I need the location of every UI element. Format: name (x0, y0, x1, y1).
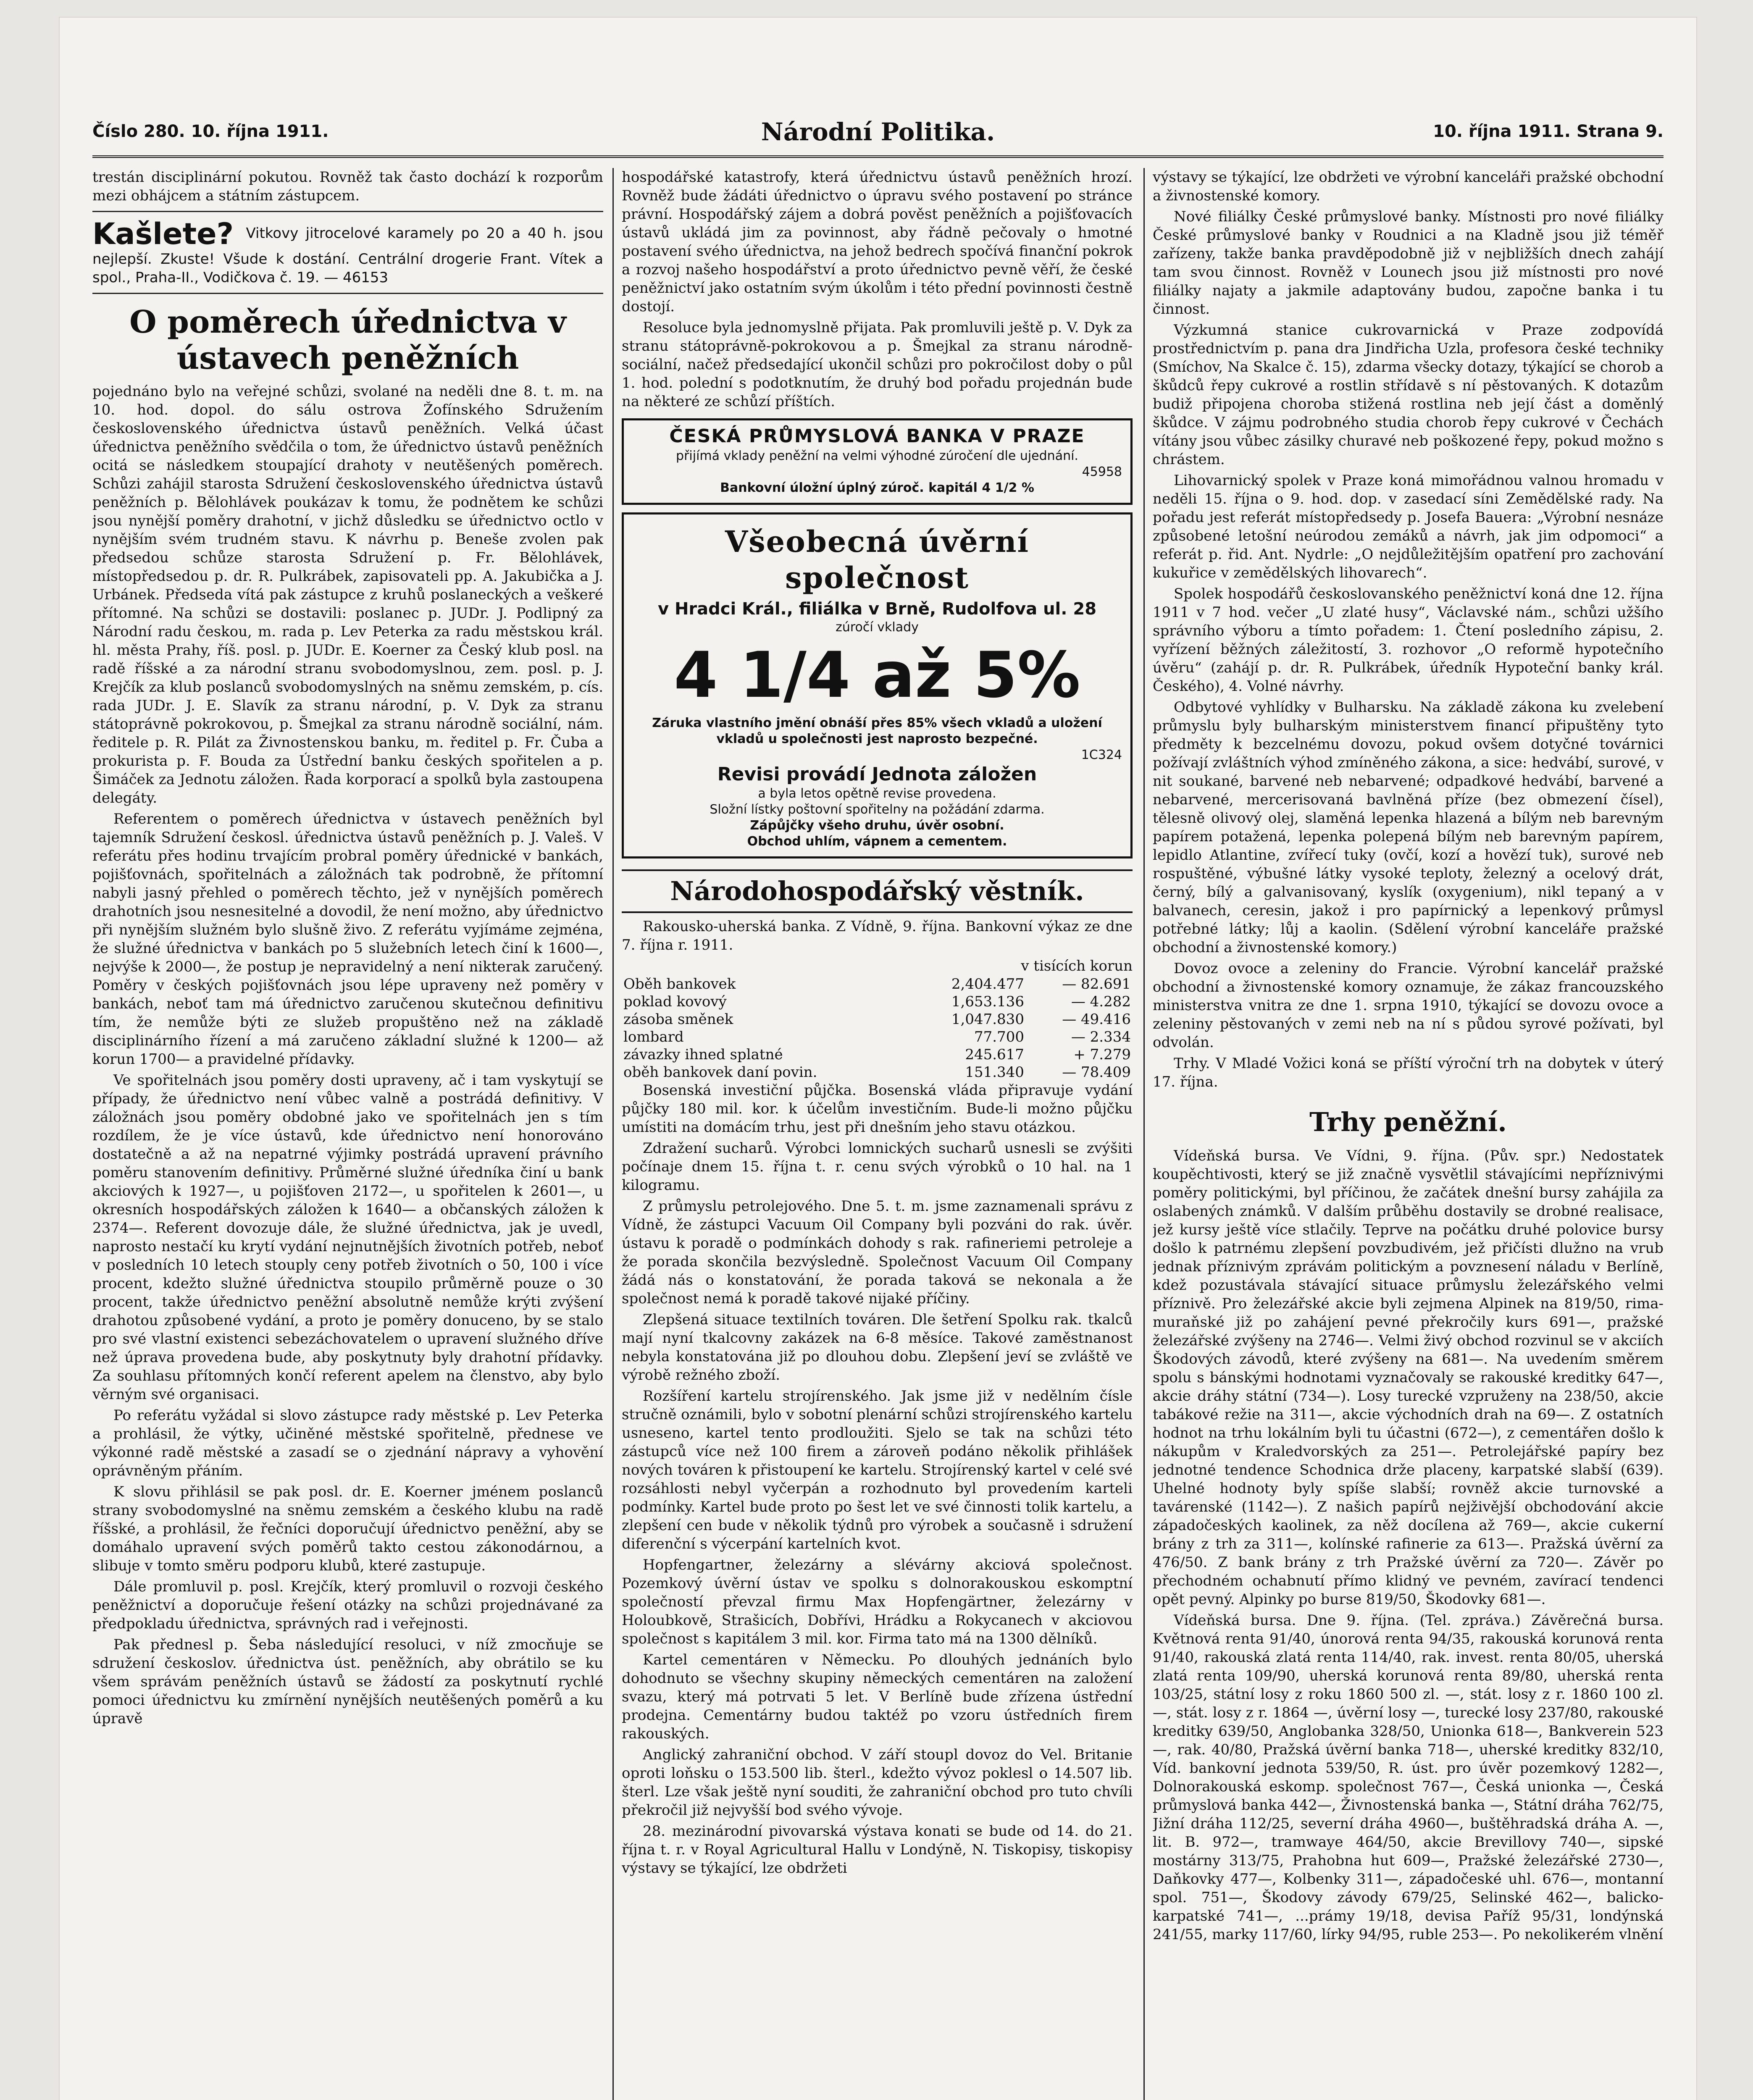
ad-line: Zápůjčky všeho druhu, úvěr osobní. (750, 818, 1004, 833)
paragraph: hospodářské katastrofy, která úřednictvu ústavů peněžních hrozí. Rovněž bude žádáti úřednictvo o úpravu svého postavení po stránce právní. Hospodářský zájem a dobrá pověst peněžních a pojišťovacích ústavů ukládá jim za povinnost, aby řádně pečovaly o hmotné postavení svého úřednictva, na jehož bedrech spočívá finanční pokrok a rozvoj našeho hospodářství a proto úřednictvo pevně věří, že české peněžnictví jako ostatním svým úkolům i této přední povinnosti čestně dostojí. (622, 169, 1133, 315)
row-change: — 78.409 (1062, 1064, 1131, 1081)
column-2 (622, 168, 1133, 2100)
paragraph: Referentem o poměrech úřednictva v ústavech peněžních byl tajemník Sdružení českosl. úřednictva ústavů peněžních p. J. Valeš. V referátu přes hodinu trvajícím probral poměry úřednické v bankách, pojišťovnách, spořitelnách a záložnách tak podrobně, že přítomní nabyli jasný přehled o poměrech těchto, jež v nynějších poměrech drahotních jsou nesnesitelné a dovodil, že není možno, aby úřednictvo při nynějším služném bylo slušně živo. Z referátu vyjímáme zejména, že služné úřednictva v bankách po 5 služebních letech činí k 1600—, nejvýše k 2000—, že postup je nepravidelný a není nikterak zaručený. Poměry v českých pojišťovnách jsou lépe upraveny než poměry v bankách, neboť tam má úřednictvo zaručenou skutečnou definitivu tím, že nemůže býti ze služeb propuštěno než na základě disciplinárního řízení a má zaručeno základní služné k 1200— až korun 1700— a pravidelné přídavky. (92, 811, 603, 1068)
paragraph: Rozšíření kartelu strojírenského. Jak jsme již v nedělním čísle stručně oznámili, bylo v sobotní plenární schůzi strojírenského kartelu usneseno, kartel tento prodloužiti. Sjelo se tak na schůzi této zástupců více než 100 firem a zároveň podáno několik přihlášek nových továren k přistoupení ke kartelu. Strojírenský kartel v celé své rozsáhlosti nebyl vyčerpán a rozhodnuto byl provedením karteli podmínky. Kartel bude proto po šest let ve své činnosti tolik kartelu, a zlepšení cen bude v několik týdnů pro výrobek a současně i sdružení diferenční s výcerpání kartelních kvot. (622, 1388, 1133, 1552)
paragraph: K slovu přihlásil se pak posl. dr. E. Koerner jménem poslanců strany svobodomyslné na sněmu zemském a českého klubu na radě říšské, a prohlásil, že řečníci doporučují úřednictvo peněžní, aby se domáhalo upravení svých poměrů takto cestou zákonodárnou, a slibuje v tomto směru podporu klubů, které zastupuje. (92, 1483, 603, 1574)
table-row (622, 1063, 1133, 1081)
column-rule (1143, 168, 1145, 2100)
paragraph: Pak přednesl p. Šeba následující resoluci, v níž zmocňuje se sdružení českoslov. úřednictva úst. peněžních, aby obrátilo se ku všem správám peněžních ústavů se žádostí za poskytnutí rychlé pomoci úřednictvu ku zmírnění nynějších neutěšených poměrů a ku úpravě (92, 1636, 603, 1727)
paragraph: Dále promluvil p. posl. Krejčík, který promluvil o rozvoji českého peněžnictví a doporučuje řešení otázky na schůzi projednávané za předpokladu úřednictva, správných rad i veřejnosti. (92, 1578, 603, 1632)
article-title: O poměrech úřednictva v ústavech peněžních (129, 304, 566, 376)
paragraph: Po referátu vyžádal si slovo zástupce rady městské p. Lev Peterka a prohlásil, že výtky, učiněné městské spořitelně, přednese ve výkonné radě městské a zasadí se o zjednání nápravy a vyhovění oprávněným přáním. (92, 1407, 603, 1479)
paragraph: Resoluce byla jednomyslně přijata. Pak promluvili ještě p. V. Dyk za stranu státoprávně-pokrokovou a p. Šmejkal za stranu národně-sociální, načež předsedající ukončil schůzi pro pokročilost doby o půl 1. hod. polední s podotknutím, že druhý bod pořadu projednán bude na některé ze schůzí příštích. (622, 319, 1133, 410)
paragraph: Odbytové vyhlídky v Bulharsku. Na základě zákona ku zvelebení průmyslu byly bulharským ministerstvem financí připuštěny tyto předměty k bezcelnému dovozu, pokud ovšem dotyčné továrnici požívají zvláštních výhod zmíněného zákona, a sice: hedvábí, surové, v nit soukané, barvené neb nebarvené; odpadkové hedvábí, barvené a nebarvené, mercerisovaná bavlněná příze (bez obmezení čísel), tělesně olivový olej, slaměná lepenka hlazená a bílým neb barevným papírem potažená, lepenka polepená bílým neb barevným papírem, lepidlo Atlantine, zvířecí tuky (ovčí, kozí a hovězí tuk), surové neb rospuštěné, výbušné látky vysoké teploty, železný a ocelový drát, černý, bílý a galvanisovaný, kyslík (oxygenium), nikl tepaný a v balvanech, ceresin, jakož i pro papírnický a lepenkový průmysl potřebné látky; lůj a kaolin. (Sdělení výrobní kanceláře pražské obchodní a živnostenské komory.) (1153, 699, 1664, 956)
row-value: 1,047.830 (951, 1011, 1024, 1028)
ad-title: Všeobecná úvěrní společnost (725, 524, 1030, 595)
ad-line: Složní lístky poštovní spořitelny na požádání zdarma. (710, 802, 1045, 817)
interest-rate: 4 1/4 až 5% (674, 639, 1080, 712)
issue-number: Číslo 280. 10. října 1911. (92, 122, 329, 141)
row-value: 151.340 (965, 1064, 1024, 1081)
paragraph: Zdražení sucharů. Výrobci lomnických sucharů usnesli se zvýšiti počínaje dnem 15. října t. r. cenu svých výrobků o 10 hal. na 1 kilogramu. (622, 1140, 1133, 1194)
row-change: — 49.416 (1062, 1011, 1131, 1028)
paragraph: Dovoz ovoce a zeleniny do Francie. Výrobní kancelář pražské obchodní a živnostenské komory oznamuje, že zákaz francouzského ministerstva vnitra ze dne 1. srpna 1910, týkající se dovozu ovoce a zeleniny pěstovaných v zemi neb na ní s půdou syrové požívati, byl odvolán. (1153, 960, 1664, 1051)
paragraph: Spolek hospodářů českoslovanského peněžnictví koná dne 12. října 1911 v 7 hod. večer „U zlaté husy“, Václavské nám., schůzi užšího správního výboru a tímto pořadem: 1. Čtení posledního zápisu, 2. vyřízení běžných záležitostí, 3. rozhovor „O reformě hypotečního úvěru“ (zahájí p. dr. R. Pulkrábek, úředník Hypoteční banky král. Českého), 4. Volné návrhy. (1153, 585, 1664, 695)
advertisement-credit-company (622, 512, 1133, 858)
bank-report-heading: Rakousko-uherská banka. Z Vídně, 9. října. Bankovní výkaz ze dne 7. října r. 1911. (622, 918, 1133, 953)
row-value: 77.700 (974, 1029, 1024, 1045)
ad-number: 1C324 (1081, 748, 1122, 762)
paragraph: výstavy se týkající, lze obdržeti ve výrobní kanceláři pražské obchodní a živnostenské komory. (1153, 169, 1664, 204)
row-change: — 82.691 (1062, 976, 1131, 992)
table-row (622, 975, 1133, 993)
paragraph: pojednáno bylo na veřejné schůzi, svolané na neděli dne 8. t. m. na 10. hod. dopol. do sálu ostrova Žofínského Sdružením československého úřednictva ústavů peněžních. Velká účast úřednictva peněžního svědčila o tom, že úřednictvo ústavů peněžních ocitá se následkem stoupající drahoty v neutěšených poměrech. Schůzi zahájil starosta Sdružení československého úřednictva ústavů peněžních p. Bělohlávek poukázav k tomu, že podnětem ke schůzi jsou nynější poměry drahotní, v jichž důsledku se úřednictvo octlo v nynějším svém trudném stavu. K návrhu p. Beneše zvolen pak předsedou schůze starosta Sdružení p. Fr. Bělohlávek, místopředsedou p. dr. R. Pulkrábek, zapisovateli pp. A. Jakubička a J. Urbánek. Předseda vítá pak zástupce z kruhů poslaneckých a veškeré přítomné. Na schůzi se dostavili: poslanec p. JUDr. J. Podlipný za Národní radu českou, m. rada p. Lev Peterka za radu městskou král. hl. města Prahy, říš. posl. p. JUDr. E. Koerner za Český klub posl. na radě říšské a za národní stranu svobodomyslnou, zem. posl. p. J. Krejčík za klub poslanců svobodomyslných na sněmu zemském, p. cís. rada JUDr. J. E. Slavík za stranu národní, p. V. Dyk za stranu státoprávně pokrokovou, p. Šmejkal za stranu národně sociální, nám. ředitele p. R. Pilát za Živnostenskou banku, m. ředitel p. Fr. Čuba a prokurista p. F. Bouda za Ústřední banku českých spořitelen a p. Šimáček za Jednotu záložen. Řada korporací a spolků byla zastoupena delegáty. (92, 383, 603, 806)
table-row (622, 1046, 1133, 1063)
paragraph: Výzkumná stanice cukrovarnická v Praze zodpovídá prostřednictvím p. pana dra Jindřicha Uzla, profesora české techniky (Smíchov, Na Skalce č. 15), zdarma všecky dotazy, týkající se chorob a škůdců řepy cukrové a rostlin střídavě s ní pěstovaných. K dotazům budiž připojena choroba stižená rostlina neb její část a doměnlý škůdce. V zájmu podrobného studia chorob řepy cukrové v Čechách vítány jsou vůbec zásilky churavé neb poškozené řepy, pokud možno s chrástem. (1153, 322, 1664, 468)
ad-line: Obchod uhlím, vápnem a cementem. (747, 834, 1007, 849)
row-label: zásoba směnek (623, 1011, 733, 1028)
ad-title: ČESKÁ PRŮMYSLOVÁ BANKA V PRAZE (669, 425, 1085, 447)
paragraph: Vídeňská bursa. Ve Vídni, 9. října. (Pův. spr.) Nedostatek koupěchtivosti, který se již značně vysvětlil stávajícími nepříznivými poměry politickými, byl příčinou, že začátek dnešní bursy zahájila za oslabených známků. V dalším průběhu dostavily se drobné realisace, jež kursy ještě více stlačily. Teprve na počátku druhé polovice bursy došlo k patrnému zlepšení povzbudivém, jež přičísti dlužno na vrub jednak příznivým zprávám politickým a povznesení náladu v Berlíně, kdež pozustávala stávající situace průmyslu železářského velmi příznivě. Pro železářské akcie byli zejmena Alpinek na 819/50, rima-muraňské již po zahájení pevné překročily kurs 691—, pražské železářské zvýšeny na 2746—. Velmi živý obchod rozvinul se v akciích Škodových závodů, které zvýšeny na 681—. Na uvedením směrem spolu s bánskými hodnotami vyznačovaly se rakouské kreditky 647—, akcie dráhy státní (734—). Losy turecké vzpruženy na 238/50, akcie tabákové režie na 311—, akcie východních drah na 69—. Z ostatních hodnot na trhu lokálním byli tu účastni (672—), z cementářen došlo k nákupům v Kraledvorských za 251—. Petrolejářské papíry bez jednotné tendence Schodnica drže placeny, karpatské slabší (639). Uhelné hodnoty byly spíše slabší; rovněž akcie turnovské a tavárenské (1142—). Z našich papírů nejživější obchodování akcie západočeských kaolinek, za něž docílena až 769—, akcie cukerní brány z trh za 311—, kolínské rafinerie za 613—. Pražská úvěrní za 476/50. Z bank brány z trh Pražské úvěrní za 720—. Závěr po přechodném ochabnutí přímo klidný ve pevném, zavírací tendenci opět pevný. Alpinky po burse 819/50, Škodovky 681—. (1153, 1147, 1664, 1608)
divider (92, 211, 603, 212)
paragraph: Ve spořitelnách jsou poměry dosti upraveny, ač i tam vyskytují se případy, že úřednictvo není vůbec valně a postrádá definitivy. V záložnách jsou poměry obdobné jako ve spořitelnách jen s tím rozdílem, že je více ústavů, kde úřednictvo není honorováno dostatečně a až na nepatrné výjimky postrádá upravení právního poměru stanovením definitivy. Průměrné služné úředníka činí u bank akciových k 1927—, u pojišťoven 2172—, u spořitelen k 2601—, u okresních hospodářských záložen k 1640— a občanských záložen k 2374—. Referent dovozuje dále, že služné úřednictva, jak je uvedl, naprosto nestačí ku krytí vydání nejnutnějších životních potřeb, neboť v posledních 10 letech stouply ceny potřeb životních o 50, 100 i více procent, kdežto služné úřednictva stoupilo průměrně pouze o 30 procent, takže úřednictvo peněžní absolutně nemůže krýti zvýšení drahotou způsobené vydání, a proto je poměry donuceno, by se stalo pro své vlastní existenci sebezáchovatelem o upravení služného dříve než úprava provedena bude, aby poskytnuty byly drahotní přídavky. Za souhlasu přítomných končí referent apelem na členstvo, aby bylo věrným své organisaci. (92, 1072, 603, 1403)
row-label: Oběh bankovek (623, 976, 736, 992)
ad-line: Záruka vlastního jmění obnáší přes 85% všech vkladů a uložení vkladů u společnosti jest naprosto bezpečné. (652, 716, 1102, 746)
section-title: Národohospodářský věstník. (622, 869, 1133, 913)
paragraph: Bosenská investiční půjčka. Bosenská vláda připravuje vydání půjčky 180 mil. kor. k účelům investičním. Bude-li možno půjčku umístiti na domácím trhu, jest při dnešním jeho stavu otázkou. (622, 1082, 1133, 1136)
ad-subtitle: zúročí vklady (836, 620, 919, 635)
paragraph: 28. mezinárodní pivovarská výstava konati se bude od 14. do 21. října t. r. v Royal Agricultural Hallu v Londýně, N. Tiskopisy, tiskopisy výstavy se týkající, lze obdržeti (622, 1823, 1133, 1877)
ad-text: Vitkovy jitrocelové karamely po 20 a 40 h. jsou nejlepší. Zkuste! Všude k dostání. Centrální drogerie Frant. Vítek a spol., Praha-II., Vodičkova č. 19. — 46153 (92, 225, 603, 286)
paragraph: Z průmyslu petrolejového. Dne 5. t. m. jsme zaznamenali správu z Vídně, že zástupci Vacuum Oil Company byli pozváni do rak. úvěr. ústavu k poradě o podmínkách dohody s rak. rafineriemi petroleje a že porada skončila bezvýsledně. Společnost Vacuum Oil Company žádá nás o konstatování, že porada taková se nekonala a že společnost nemá k poradě takové nijaké příčiny. (622, 1198, 1133, 1307)
row-value: 1,653.136 (951, 993, 1024, 1010)
column-1 (92, 168, 603, 2100)
row-value: 245.617 (965, 1046, 1024, 1063)
advertisement-cough-drops (92, 218, 603, 287)
page-header (92, 109, 1664, 158)
page-number: 10. října 1911. Strana 9. (1433, 122, 1664, 141)
paragraph: Zlepšená situace textilních továren. Dle šetření Spolku rak. tkalců mají nyní tkalcovny zakázek na 6-8 měsíce. Takové zaměstnanost nebyla konstatována již po dlouhou dobu. Zlepšení jeví se zvláště ve výrobě režného zboží. (622, 1311, 1133, 1383)
paragraph: Kartel cementáren v Německu. Po dlouhých jednáních bylo dohodnuto se všechny skupiny německých cementáren na založení svazu, který má potrvati 5 let. V Berlíně bude zřízena ústřední prodejna. Cementárny budou taktéž po vzoru ústředních firem rakouských. (622, 1651, 1133, 1742)
section-title: Trhy peněžní. (1309, 1107, 1507, 1137)
paragraph: Hopfengartner, železárny a slévárny akciová společnost. Pozemkový úvěrní ústav ve spolku s dolnorakouskou eskomptní společností převzal firmu Max Hopfengärtner, železárny v Holoubkově, Strašicích, Dobřívi, Hrádku a Rokycanech v akciovou společnost s kapitálem 3 mil. kor. Firma tato má na 1300 dělníků. (622, 1557, 1133, 1647)
ad-line: a byla letos opětně revise provedena. (758, 786, 996, 801)
paragraph: Lihovarnický spolek v Praze koná mimořádnou valnou hromadu v neděli 15. října o 9. hod. dop. v zasedací síni Zemědělské rady. Na pořadu jest referát místopředsedy p. Josefa Bauera: „Výrobní nesnáze způsobené letošní neúrodou zemáků a návrh, jak jim odpomoci“ a referát p. řid. Ant. Nydrle: „O nejdůležitějším opatření pro zachování kukuřice v zemědělských lihovarech“. (1153, 472, 1664, 581)
row-change: — 2.334 (1071, 1029, 1131, 1045)
advertisement-bank (622, 418, 1133, 505)
paragraph: Vídeňská bursa. Dne 9. října. (Tel. zpráva.) Závěrečná bursa. Květnová renta 91/40, únorová renta 94/35, rakouská korunová renta 91/40, rakouská zlatá renta 114/40, rak. invest. renta 80/05, uherská zlatá renta 109/90, uherská korunová renta 89/80, uherská renta 103/25, státní losy z roku 1860 500 zl. —, stát. losy z r. 1860 100 zl. —, stát. losy z r. 1864 —, úvěrní losy —, turecké losy 237/80, rakouské kreditky 639/50, Anglobanka 328/50, Unionka 618—, Bankverein 523—, rak. 40/80, Pražská úvěrní banka 718—, uherské kreditky 832/10, Víd. bankovní jednota 539/50, R. úst. pro úvěr pozemkový 1282—, Dolnorakouská eskomp. společnost 767—, Česká unionka —, Česká průmyslová banka 442—, Živnostenská banka —, Státní dráha 762/75, Jižní dráha 112/25, severní dráha 4960—, buštěhradská dráha A. —, lit. B. 972—, tramwaye 464/50, akcie Brevillovy 740—, sipské mostárny 313/75, Prahobna hut 609—, Pražské železářské 2730—, Daňkovky 477—, Kolbenky 311—, západočeské uhl. 676—, montanní spol. 751—, Škodovy závody 679/25, Selinské 462—, balicko-karpatské 741—, ...prámy 19/18, devisa Paříž 95/31, londýnská 241/55, marky 117/60, lírky 94/95, ruble 253—. Po nekolikerém vlnění (1153, 1612, 1664, 1943)
table-row (622, 993, 1133, 1011)
column-3 (1153, 168, 1664, 2100)
ad-line: přijímá vklady peněžní na velmi výhodné zúročení dle ujednání. (676, 449, 1078, 463)
table-row (622, 1028, 1133, 1046)
paragraph: Nové filiálky České průmyslové banky. Místnosti pro nové filiálky České průmyslové banky v Roudnici a na Kladně jsou již téměř zařízeny, takže banka pravděpodobně již v nejbližších dnech zahájí tam svou činnost. Rovněž v Lounech jsou již místnosti pro nové filiálky najaty a jakmile adaptovány budou, započne banka i tu činnost. (1153, 208, 1664, 318)
row-value: 2,404.477 (951, 976, 1024, 992)
masthead: Národní Politika. (761, 118, 995, 146)
ad-line: Bankovní úložní úplný zúroč. kapitál 4 1/2 % (720, 480, 1034, 495)
table-row (622, 1011, 1133, 1028)
unit-label: v tisících korun (1021, 958, 1133, 974)
newspaper-page (59, 17, 1697, 2100)
bank-statement-table (622, 975, 1133, 1081)
ad-line: Revisi provádí Jednota záložen (717, 764, 1037, 785)
row-change: — 4.282 (1071, 993, 1131, 1010)
paragraph: Trhy. V Mladé Vožici koná se příští výroční trh na dobytek v úterý 17. října. (1153, 1055, 1664, 1090)
divider (92, 293, 603, 294)
ad-headline: Kašlete? (92, 217, 234, 251)
row-label: poklad kovový (623, 993, 727, 1010)
row-label: lombard (623, 1029, 684, 1045)
row-label: oběh bankovek daní povin. (623, 1064, 817, 1081)
article-continuation: trestán disciplinární pokutou. Rovněž tak často dochází k rozporům mezi obhájcem a státním zástupcem. (92, 169, 603, 204)
ad-subtitle: v Hradci Král., filiálka v Brně, Rudolfova ul. 28 (657, 599, 1097, 619)
row-label: závazky ihned splatné (623, 1046, 783, 1063)
column-rule (612, 168, 614, 2100)
paragraph: Anglický zahraniční obchod. V září stoupl dovoz do Vel. Britanie oproti loňsku o 153.500 lib. šterl., kdežto vývoz poklesl o 14.507 lib. šterl. Lze však ještě nyní souditi, že zahraniční obchod pro tuto chvíli překročil již nejvyšší bod svého vývoje. (622, 1746, 1133, 1819)
ad-number: 45958 (1082, 465, 1122, 479)
row-change: + 7.279 (1073, 1046, 1131, 1063)
